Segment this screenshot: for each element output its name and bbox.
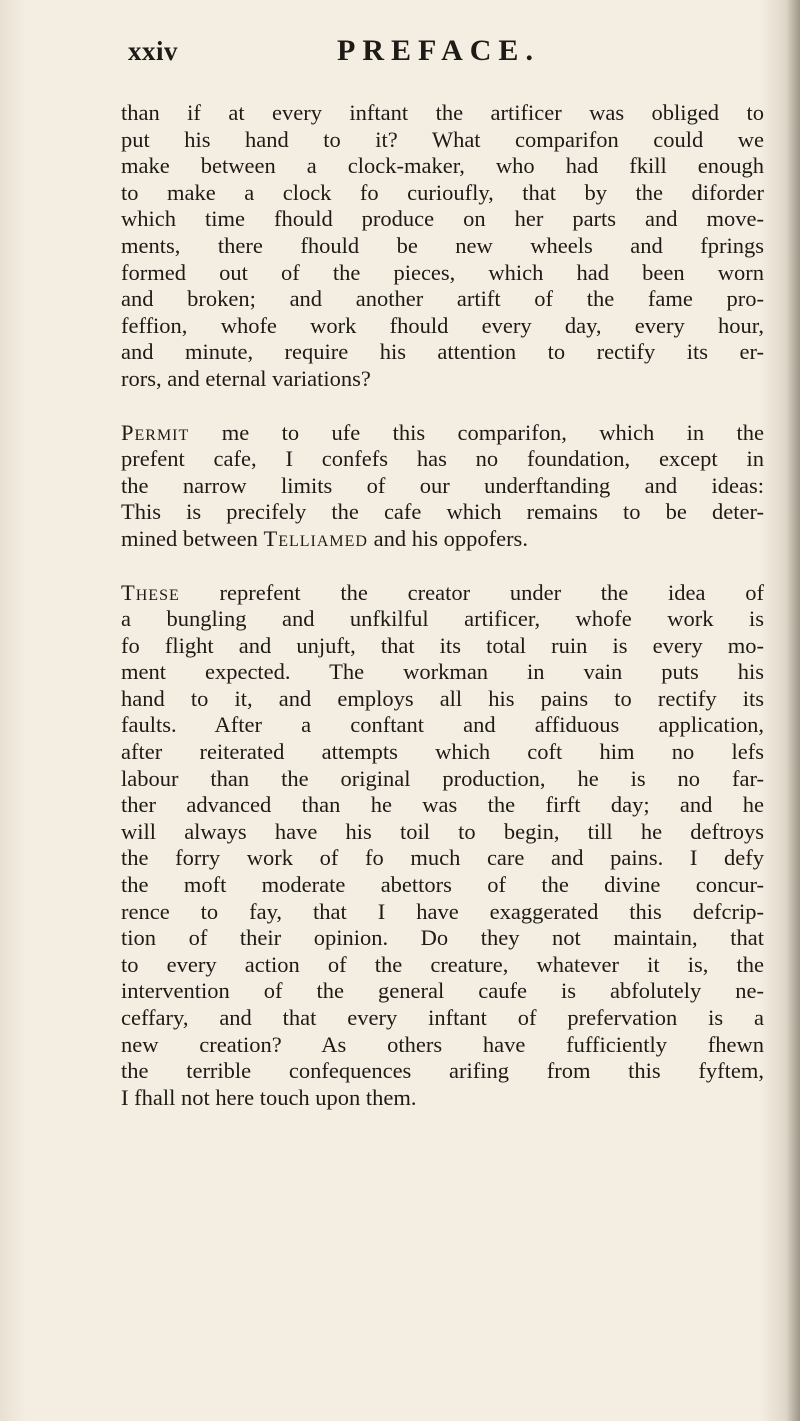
paragraph-gap <box>121 393 764 420</box>
text-line: to make a clock fo curioufly, that by the diforder <box>121 179 764 205</box>
text-line: new creation? As others have fufficiently fhewn <box>121 1031 764 1057</box>
text-line: fo flight and unjuft, that its total ruin is every mo- <box>121 632 764 658</box>
lead-word: Permit <box>121 419 190 445</box>
text-line: ther advanced than he was the firft day; and he <box>121 792 764 818</box>
text-line: ment expected. The workman in vain puts his <box>121 659 764 685</box>
page-edge-shadow <box>786 0 800 1421</box>
text-line: ceffary, and that every inftant of prefervation is a <box>121 1005 764 1030</box>
text-line: a bungling and unfkilful artificer, whofe work is <box>121 606 764 632</box>
paragraph-gap <box>121 553 764 580</box>
text-line: the forry work of fo much care and pains. I defy <box>121 845 764 871</box>
text-line: formed out of the pieces, which had been worn <box>121 259 764 285</box>
text-line: faults. After a conftant and affiduous application, <box>121 712 764 738</box>
text-line: hand to it, and employs all his pains to rectify its <box>121 685 764 711</box>
text-line: the narrow limits of our underftanding and ideas: <box>121 472 764 498</box>
text-line: ments, there fhould be new wheels and fprings <box>121 232 764 258</box>
line-rest: reprefent the creator under the idea of <box>179 579 764 605</box>
text-line: tion of their opinion. Do they not maintain, that <box>121 925 764 951</box>
text-line: I fhall not here touch upon them. <box>121 1084 417 1110</box>
body-text <box>121 100 764 1111</box>
text-line: feffion, whofe work fhould every day, every hour, <box>121 312 764 338</box>
text-line: make between a clock-maker, who had fkill enough <box>121 153 764 179</box>
line-part: and his oppofers. <box>367 525 528 551</box>
text-line: after reiterated attempts which coft him no lefs <box>121 739 764 765</box>
text-line: put his hand to it? What comparifon could we <box>121 126 764 152</box>
text-line: intervention of the general caufe is abfolutely ne- <box>121 978 764 1004</box>
running-title: PREFACE. <box>337 34 540 67</box>
text-line: rors, and eternal variations? <box>121 365 371 391</box>
paragraph-1 <box>121 100 764 393</box>
line-rest: me to ufe this comparifon, which in the <box>189 419 764 445</box>
text-line: This is precifely the cafe which remains to be deter- <box>121 499 764 525</box>
text-line: the moft moderate abettors of the divine concur- <box>121 872 764 898</box>
text-line <box>121 420 764 447</box>
paragraph-2 <box>121 420 764 553</box>
text-line: rence to fay, that I have exaggerated this defcrip- <box>121 898 764 924</box>
text-line <box>121 580 764 607</box>
page-number: xxiv <box>128 36 179 66</box>
running-head <box>128 36 688 76</box>
text-line: and broken; and another artift of the fame pro- <box>121 286 764 312</box>
paragraph-3 <box>121 580 764 1112</box>
text-line: prefent cafe, I confefs has no foundation, except in <box>121 446 764 472</box>
text-line: to every action of the creature, whatever it is, the <box>121 951 764 977</box>
name-telliamed: Telliamed <box>263 525 368 551</box>
text-line <box>121 526 764 553</box>
text-line: and minute, require his attention to rectify its er- <box>121 339 764 365</box>
lead-word: These <box>121 579 180 605</box>
text-line: which time fhould produce on her parts and move- <box>121 206 764 232</box>
text-line: will always have his toil to begin, till he deftroys <box>121 818 764 844</box>
text-line: the terrible confequences arifing from this fyftem, <box>121 1058 764 1084</box>
line-part: mined between <box>121 525 264 551</box>
text-line: labour than the original production, he is no far- <box>121 765 764 791</box>
text-line: than if at every inftant the artificer was obliged to <box>121 100 764 125</box>
